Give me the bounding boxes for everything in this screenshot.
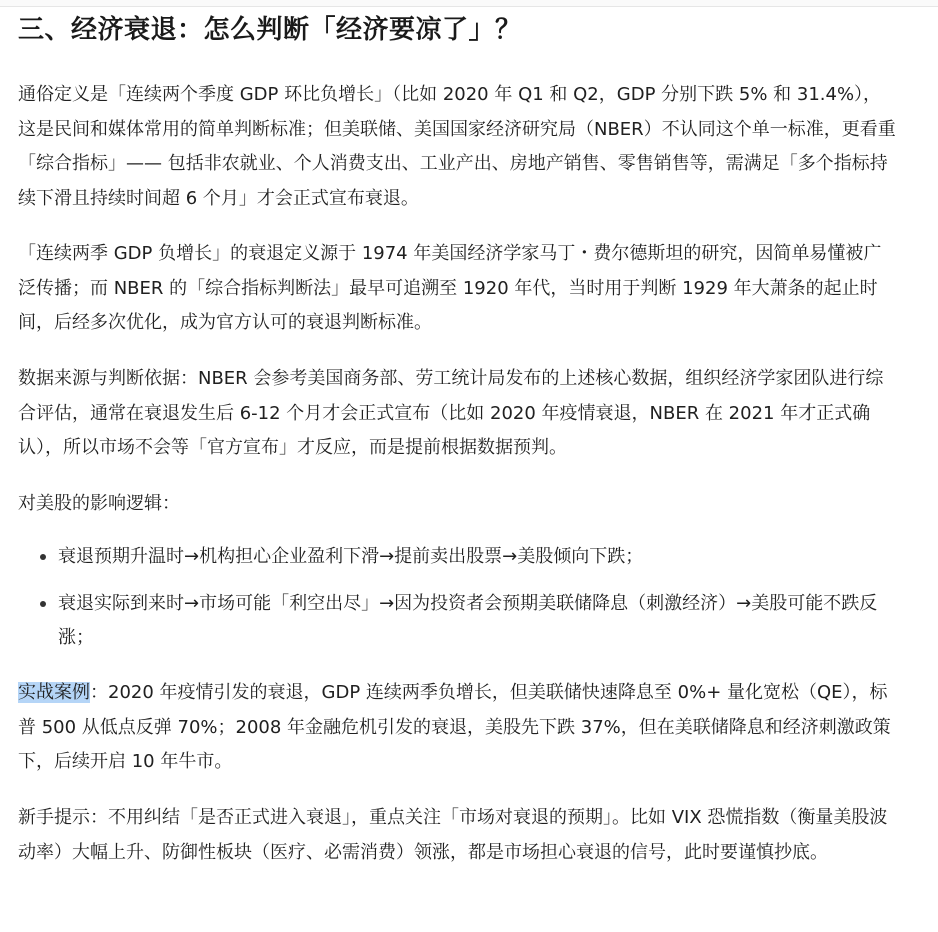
case-label-selected[interactable]: 实战案例 (18, 682, 90, 703)
paragraph-definition: 通俗定义是「连续两个季度 GDP 环比负增长」（比如 2020 年 Q1 和 Q2，GDP 分别下跌 5% 和 31.4%），这是民间和媒体常用的简单判断标准；但美联储、美国国家经济研究局（NBER）不认同这个单一标准，更看重「综合指标」—— 包括非农就业、个人消费支出、工业产出、房地产销售、零售销售等，需满足「多个指标持续下滑且持续时间超 6 个月」才会正式宣布衰退。 (18, 84, 896, 209)
paragraph-tip: 新手提示：不用纠结「是否正式进入衰退」，重点关注「市场对衰退的预期」。比如 VIX 恐慌指数（衡量美股波动率）大幅上升、防御性板块（医疗、必需消费）领涨，都是市场担心衰退的信号，此时要谨慎抄底。 (18, 807, 888, 863)
list-item (18, 587, 898, 656)
list-item (18, 540, 898, 575)
list-item-text: 衰退实际到来时→市场可能「利空出尽」→因为投资者会预期美联储降息（刺激经济）→美股可能不跌反涨； (58, 592, 878, 648)
bullet-icon (40, 601, 46, 607)
paragraph-data-source: 数据来源与判断依据：NBER 会参考美国商务部、劳工统计局发布的上述核心数据，组织经济学家团队进行综合评估，通常在衰退发生后 6-12 个月才会正式宣布（比如 2020 年疫情衰退，NBER 在 2021 年才正式确认），所以市场不会等「官方宣布」才反应，而是提前根据数据预判。 (18, 368, 884, 458)
section-heading: 三、经济衰退：怎么判断「经济要凉了」？ (18, 15, 522, 45)
paragraph-origin: 「连续两季 GDP 负增长」的衰退定义源于 1974 年美国经济学家马丁・费尔德斯坦的研究，因简单易懂被广泛传播；而 NBER 的「综合指标判断法」最早可追溯至 1920 年代，当时用于判断 1929 年大萧条的起止时间，后经多次优化，成为官方认可的衰退判断标准。 (18, 243, 882, 333)
paragraph-impact-intro: 对美股的影响逻辑： (18, 493, 180, 514)
paragraph-case (18, 676, 898, 780)
impact-list (18, 540, 898, 668)
list-item-text: 衰退预期升温时→机构担心企业盈利下滑→提前卖出股票→美股倾向下跌； (58, 546, 644, 567)
bullet-icon (40, 554, 46, 560)
case-body: ：2020 年疫情引发的衰退，GDP 连续两季负增长，但美联储快速降息至 0%+ 量化宽松（QE），标普 500 从低点反弹 70%；2008 年金融危机引发的衰退，美股先下跌 37%，但在美联储降息和经济刺激政策下，后续开启 10 年牛市。 (18, 682, 891, 772)
top-divider (0, 0, 938, 7)
